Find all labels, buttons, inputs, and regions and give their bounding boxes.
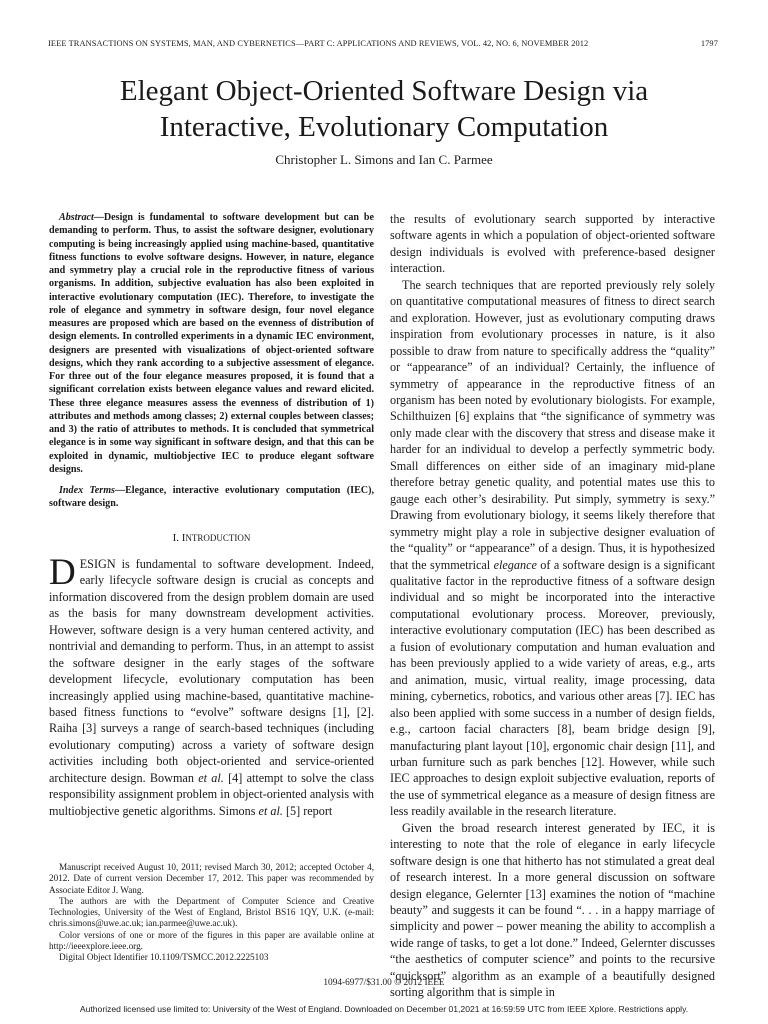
index-terms-label: Index Terms [59,485,115,496]
abstract-label: Abstract [59,212,94,223]
abstract-text: —Design is fundamental to software development but can be demanding to perform. Thus, to assist the software designer, evolutionary computing is being increasingly applied using machine-based, quantitative fitness functions to evolve software designs. However, in nature, elegance and symmetry play a crucial role in the reproductive fitness of various organisms. In addition, subjective evaluation has also been exploited in interactive evolutionary computation (IEC). Therefore, to investigate the role of elegance and symmetry in software design, four novel elegance measures are proposed which are based on the evenness of distribution of design elements. In controlled experiments in a dynamic IEC environment, designers are presented with visualizations of object-oriented software designs, which they rank according to a subjective assessment of elegance. For three out of the four elegance measures proposed, it is found that a significant correlation exists between elegance values and reward elicited. These three elegance measures assess the evenness of distribution of 1) attributes and methods among classes; 2) external couples between classes; and 3) the ratio of attributes to methods. It is concluded that symmetrical elegance is in some way significant in software design, and that this can be exploited in dynamic, multiobjective IEC to produce elegant software designs. [49,212,374,475]
copyright-line: 1094-6977/$31.00 © 2012 IEEE [323,978,445,988]
author-list: Christopher L. Simons and Ian C. Parmee [275,152,493,167]
footnotes [49,862,374,964]
right-paragraph-1: the results of evolutionary search supported by interactive software agents in which a population of object-oriented software design individuals is evolved with preference-based designer interaction. [390,212,715,276]
journal-name: IEEE TRANSACTIONS ON SYSTEMS, MAN, AND CYBERNETICS—PART C: APPLICATIONS AND REVIEWS, VOL. 42, NO. 6, NOVEMBER 2012 [48,39,589,48]
footnote-manuscript: Manuscript received August 10, 2011; revised March 30, 2012; accepted October 4, 2012. Date of current version December 17, 2012. This paper was recommended by Associate Editor J. Wang. [49,862,374,895]
right-column [390,211,715,1001]
intro-paragraph: DESIGN is fundamental to software development. Indeed, early lifecycle software design is crucial as concepts and information discovered from the design problem domain are used as the basis for many downstream development activities. However, software design is a very human centered activity, and nontrivial and demanding to perform. Thus, in an attempt to assist the software designer in the early stages of the software development lifecycle, evolutionary computation has been increasingly applied using machine-based, quantitative machine-based fitness functions to “evolve” software designs [1], [2]. Raiha [3] surveys a range of search-based techniques (including evolutionary computing) across a variety of software design activities including both object-oriented and service-oriented architecture design. Bowman et al. [4] attempt to solve the class responsibility assignment problem in object-oriented analysis with multiobjective genetic algorithms. Simons et al. [5] report [49,551,374,818]
section-heading: I. INTRODUCTION [172,531,251,544]
title-line-1: Elegant Object-Oriented Software Design via [119,75,649,107]
right-paragraph-3: Given the broad research interest generated by IEC, it is interesting to note that the role of elegance in early lifecycle software design is one that hitherto has not stimulated a great deal of research interest. In a more general discussion on software design elegance, Gelernter [13] examines the notion of “machine beauty” and suggests it can be found “. . . in a happy marriage of simplicity and power – power meaning the ability to accomplish a wide range of tasks, to get a lot done.” Indeed, Gelernter discusses “the aesthetics of computer science” and points to the recursive “quicksort” algorithm as an example of a beautifully designed sorting algorithm that is simple in [390,820,715,1000]
page-number: 1797 [700,39,718,48]
title-line-2: Interactive, Evolutionary Computation [159,111,609,143]
footnote-affiliation: The authors are with the Department of Computer Science and Creative Technologies, University of the West of England, Bristol BS16 1QY, U.K. (e-mail: chris.simons@uwe.ac.uk; ian.parmee@uwe.ac.uk). [49,895,374,929]
footnote-color: Color versions of one or more of the figures in this paper are available online at http://ieeexplore.ieee.org. [49,929,374,952]
drop-cap: D [49,551,76,593]
abstract [49,211,374,476]
footnote-doi: Digital Object Identifier 10.1109/TSMCC.2012.2225103 [59,952,269,963]
index-terms-text: —Elegance, interactive evolutionary computation (IEC), software design. [49,485,374,510]
left-column [49,211,374,819]
right-paragraph-2: The search techniques that are reported previously rely solely on quantitative computational measures of fitness to direct search and exploration. However, just as evolutionary computing draws inspiration from evolutionary processes in nature, is it also possible to draw from nature to specifically address the “quality” or “appearance” of an individual? Certainly, the influence of symmetry of appearance in the reproductive fitness of an organism has been noted by evolutionary biologists. For example, Schilthuizen [6] explains that “the significance of symmetry was only made clear with the discovery that stress and disease make it harder for an individual to develop a perfectly symmetric body. Small differences on either side of an imaginary mid-plane therefore betray genetic quality, and potential mates use this to gauge each other’s desirability. Put simply, symmetry is sexy.” Drawing from evolutionary biology, it seems likely therefore that symmetry might play a role in subjective designer evaluation of the “quality” or “appearance” of a design. Thus, it is hypothesized that the symmetrical elegance of a software design is a significant qualitative factor in the reproductive fitness of a software design individual and so might be incorporated into the interactive computational evolutionary process. Moreover, previously, interactive evolutionary computation (IEC) has been described as a fusion of evolutionary computation and human evaluation and has been previously applied to a wide variety of areas, e.g., arts and animation, music, virtual reality, image processing, data mining, cybernetics, robotics, and various other areas [7]. IEC has also been applied with some success in a number of design fields, e.g., cartoon facial characters [8], beam bridge design [9], manufacturing plant layout [10], ergonomic chair design [11], and urban furniture such as park benches [12]. However, while such IEC approaches to design exploit subjective evaluation, reports of the use of symmetrical elegance as a measure of design fitness are less readily available in the research literature. [390,277,715,819]
license-notice: Authorized licensed use limited to: University of the West of England. Downloaded on December 01,2021 at 16:59:59 UTC from IEEE Xplore. Restrictions apply. [79,1004,689,1014]
index-terms [49,484,374,511]
paper-title [40,73,728,145]
